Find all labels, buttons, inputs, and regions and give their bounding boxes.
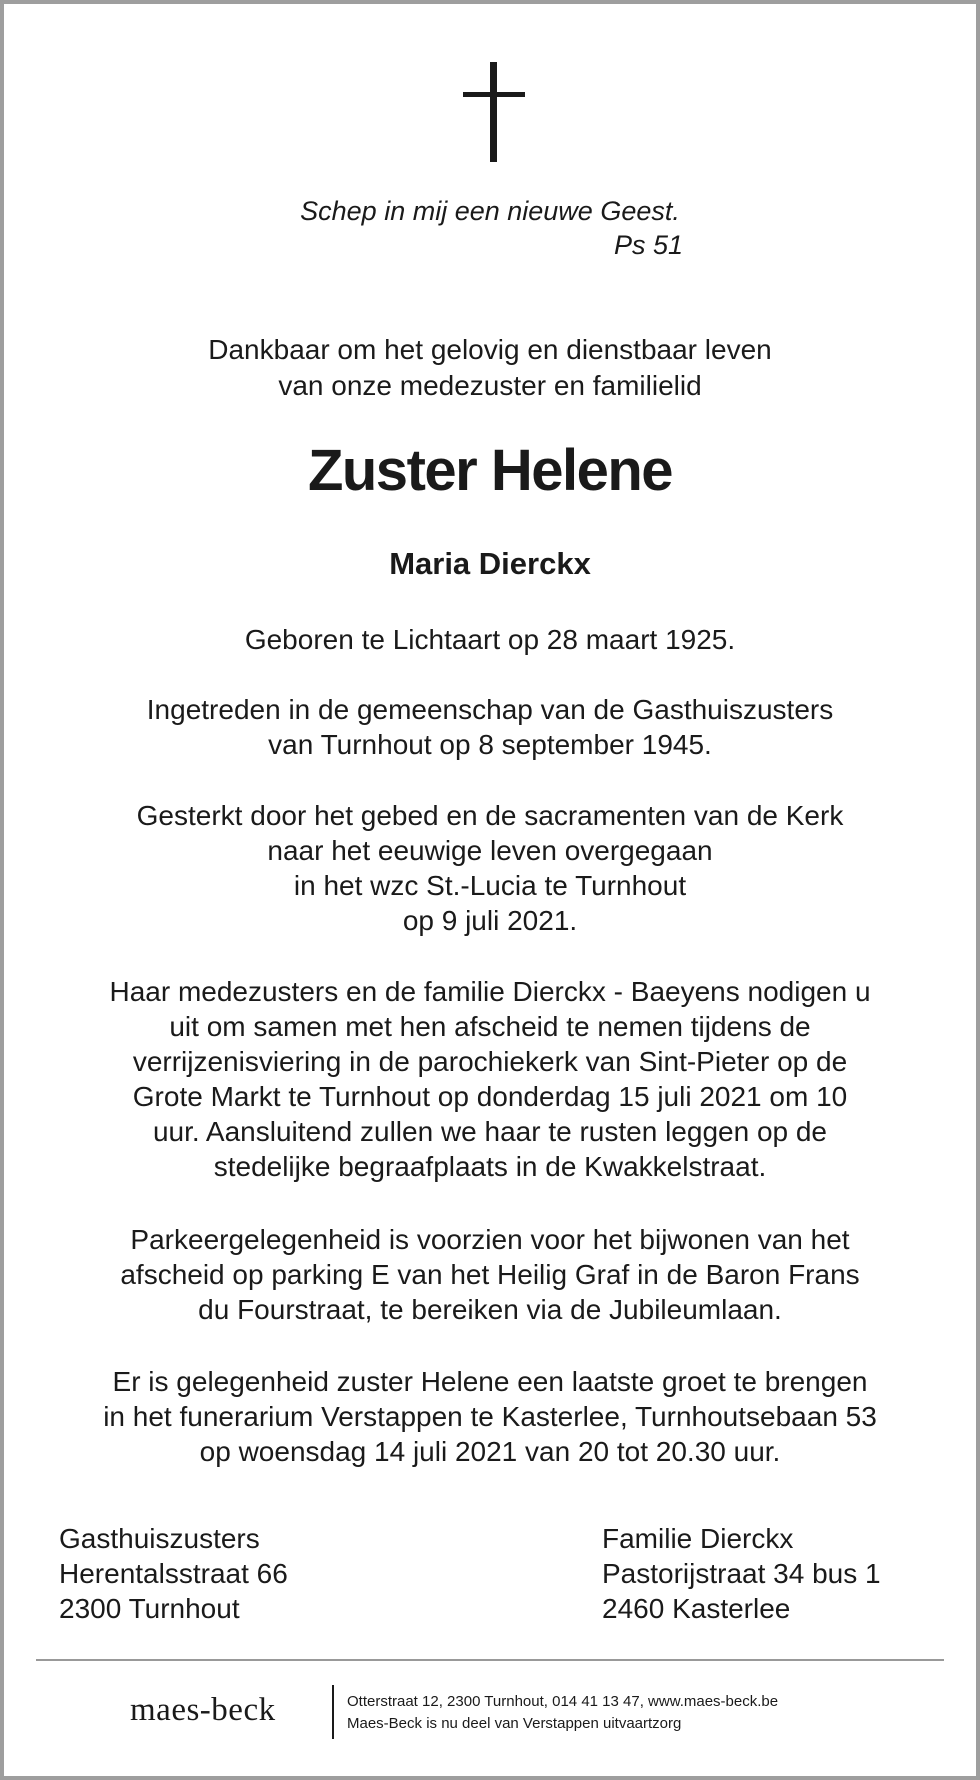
footer-address: Otterstraat 12, 2300 Turnhout, 014 41 13 47, www.maes-beck.be: [347, 1693, 779, 1710]
death-info: Gesterkt door het gebed en de sacramenten van de Kerk naar het eeuwige leven overgegaan in het wzc St.-Lucia te Turnhout op 9 juli 2021.: [136, 800, 844, 936]
footer-note: Maes-Beck is nu deel van Verstappen uitvaartzorg: [347, 1715, 682, 1732]
cross-icon: [463, 62, 525, 162]
parking-info: Parkeergelegenheid is voorzien voor het bijwonen van het afscheid op parking E van het Heilig Graf in de Baron Frans du Fourstraat, te bereiken via de Jubileumlaan.: [120, 1224, 860, 1325]
intro-text: Dankbaar om het gelovig en dienstbaar leven van onze medezuster en familielid: [208, 334, 772, 401]
address-left: Gasthuiszusters Herentalsstraat 66 2300 Turnhout: [59, 1523, 288, 1624]
deceased-civil-name: Maria Dierckx: [389, 546, 591, 581]
footer-contact: [347, 1691, 778, 1735]
funeral-home-logo: maes-beck: [130, 1692, 276, 1728]
obituary-page: [4, 4, 976, 1776]
profession-info: Ingetreden in de gemeenschap van de Gasthuiszusters van Turnhout op 8 september 1945.: [146, 694, 834, 760]
quote-text: Schep in mij een nieuwe Geest.: [300, 196, 680, 226]
address-right: Familie Dierckx Pastorijstraat 34 bus 1 2460 Kasterlee: [602, 1523, 881, 1624]
footer-divider: [332, 1685, 334, 1739]
funeral-invitation: Haar medezusters en de familie Dierckx - Baeyens nodigen u uit om samen met hen afscheid te nemen tijdens de verrijzenisviering in de parochiekerk van Sint-Pieter op de Grote Markt te Turnhout op donderdag 15 juli 2021 om 10 uur. Aansluitend zullen we haar te rusten leggen op de stedelijke begraafplaats in de Kwakkelstraat.: [109, 976, 871, 1182]
visitation-info: Er is gelegenheid zuster Helene een laatste groet te brengen in het funerarium Verstappen te Kasterlee, Turnhoutsebaan 53 op woensdag 14 juli 2021 van 20 tot 20.30 uur.: [103, 1366, 877, 1467]
divider: [36, 1659, 944, 1661]
birth-info: Geboren te Lichtaart op 28 maart 1925.: [244, 624, 736, 655]
quote-reference: Ps 51: [614, 230, 684, 260]
deceased-name: Zuster Helene: [307, 438, 673, 503]
